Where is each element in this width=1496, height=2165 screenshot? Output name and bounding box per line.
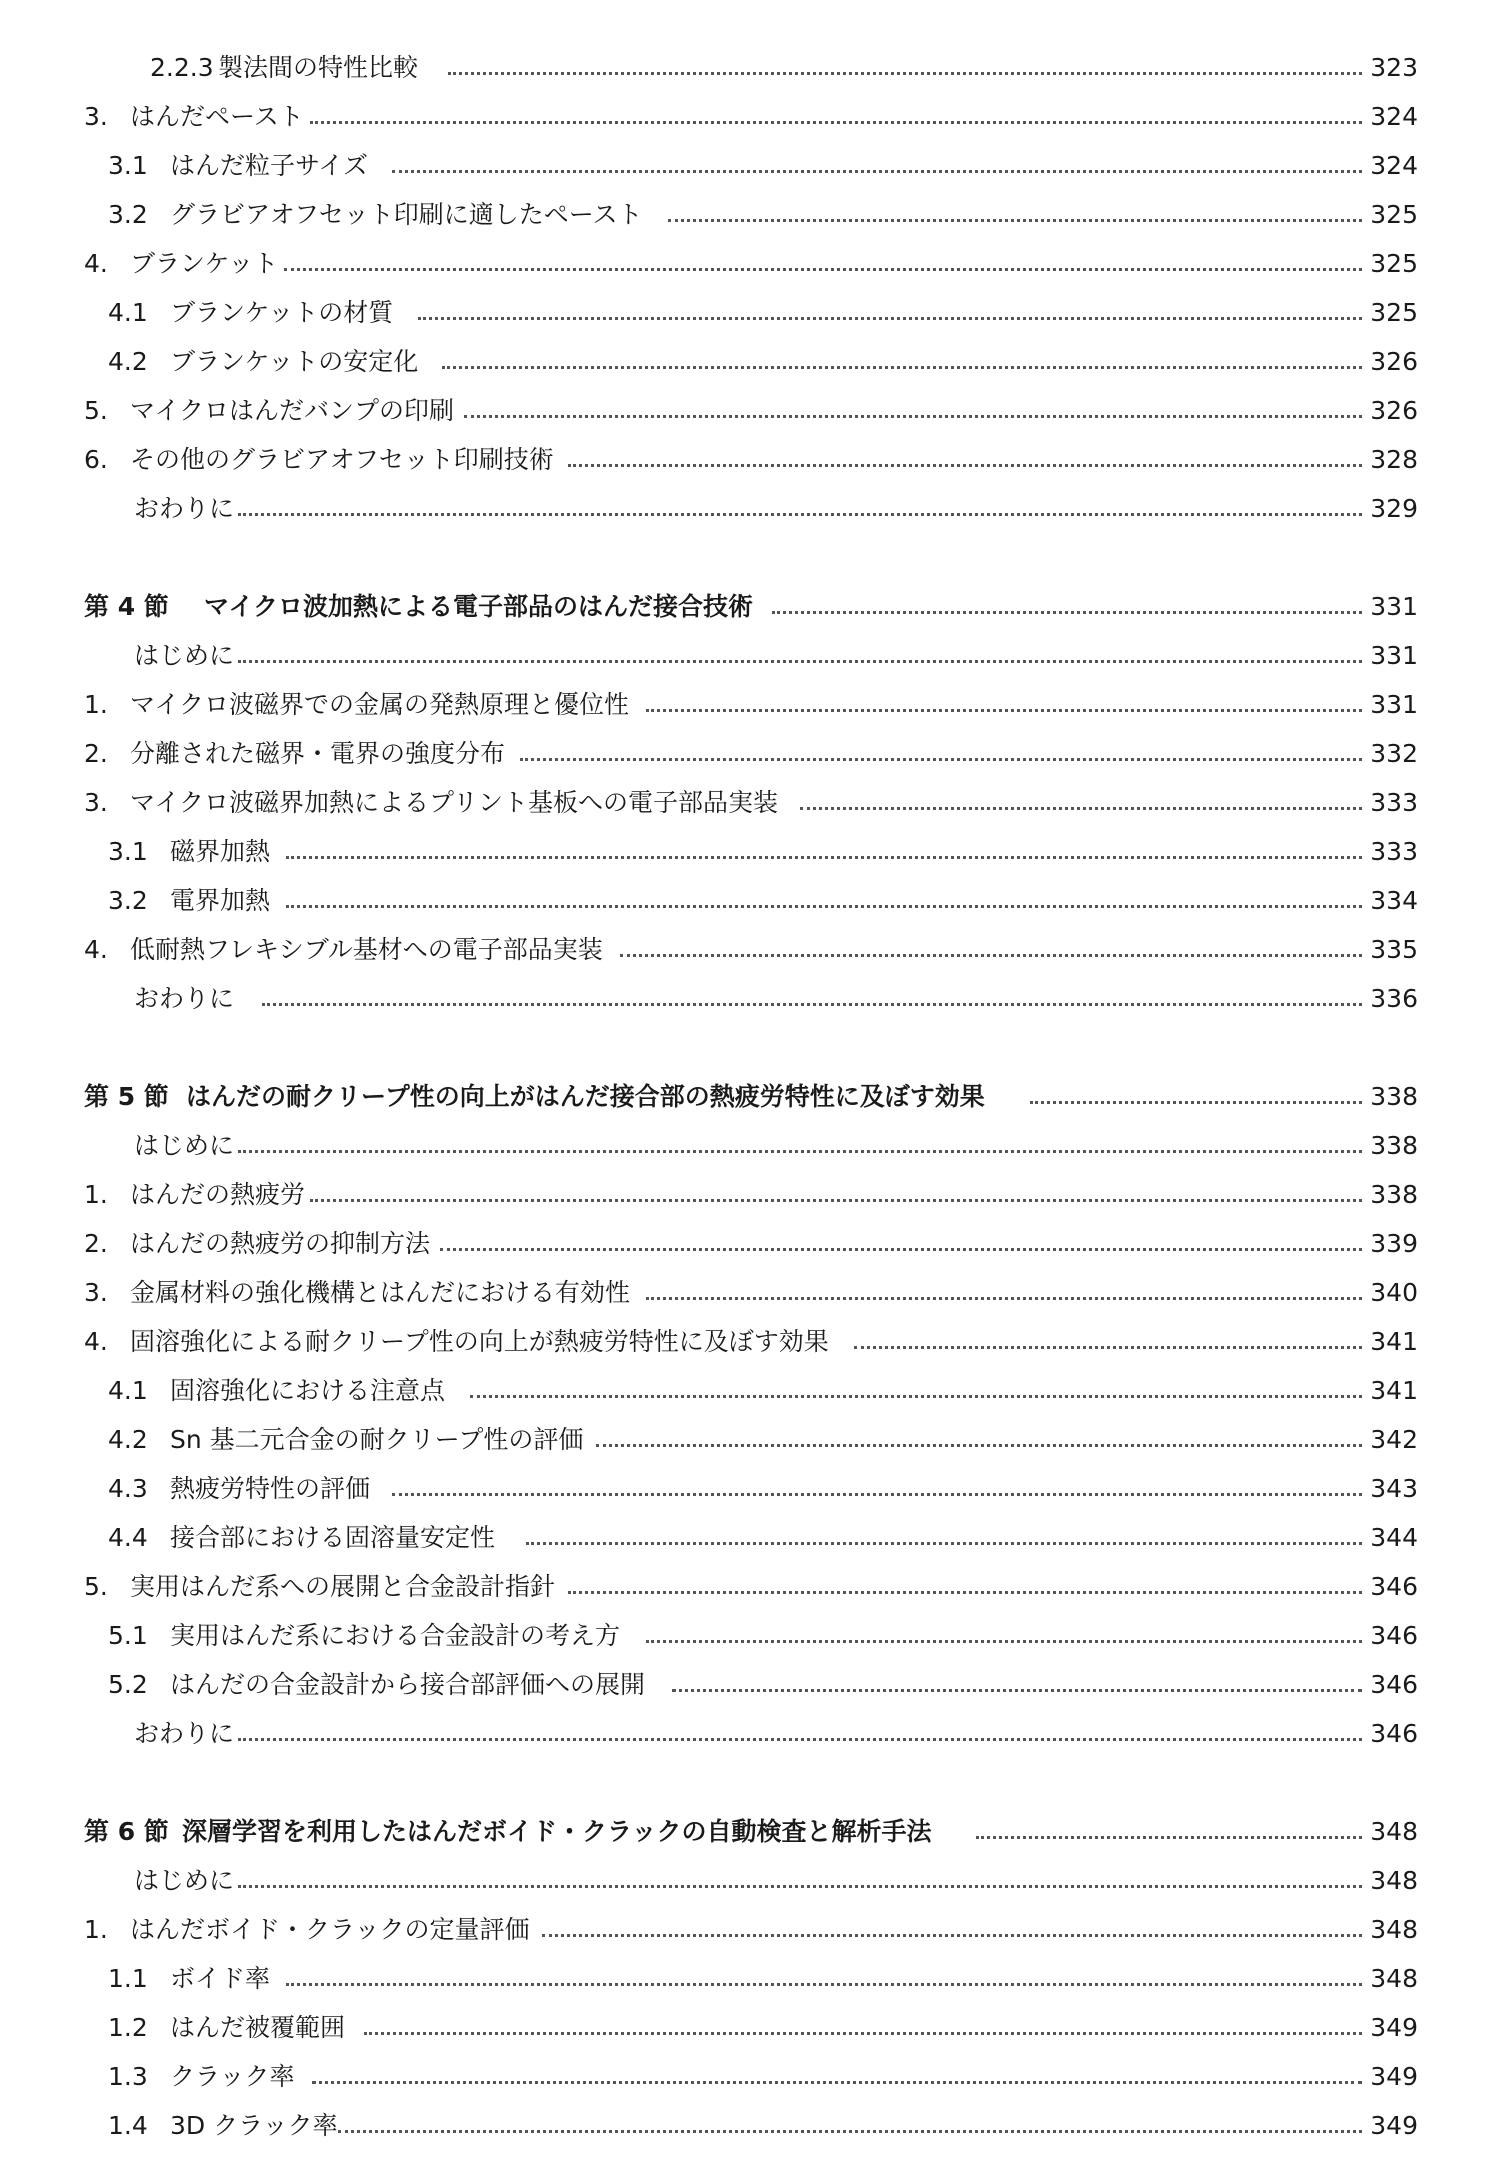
entry-title: マイクロはんだバンプの印刷 bbox=[130, 396, 455, 425]
entry-number: 3.1 bbox=[108, 837, 148, 866]
toc-entry-4-4[interactable] bbox=[0, 1518, 1496, 1558]
dot-leader bbox=[646, 1640, 1362, 1643]
entry-title: 分離された磁界・電界の強度分布 bbox=[130, 739, 506, 768]
toc-entry-3[interactable] bbox=[0, 1273, 1496, 1313]
entry-number: 2. bbox=[84, 1229, 108, 1258]
dot-leader bbox=[238, 1885, 1362, 1888]
entry-title: 固溶強化における注意点 bbox=[170, 1376, 446, 1405]
page-number: 348 bbox=[1370, 1915, 1418, 1944]
toc-entry-3-1[interactable] bbox=[0, 146, 1496, 186]
entry-title: はんだペースト bbox=[130, 102, 304, 131]
dot-leader bbox=[262, 1003, 1362, 1006]
page-number: 333 bbox=[1370, 837, 1418, 866]
entry-number: 3. bbox=[84, 1278, 108, 1307]
entry-title: ブランケットの材質 bbox=[170, 298, 394, 327]
dot-leader bbox=[442, 366, 1362, 369]
toc-entry-4-3[interactable] bbox=[0, 1469, 1496, 1509]
toc-section-4[interactable] bbox=[0, 587, 1496, 627]
dot-leader bbox=[668, 219, 1362, 222]
entry-number: 4.1 bbox=[108, 298, 148, 327]
page-number: 332 bbox=[1370, 739, 1418, 768]
toc-entry-3-2[interactable] bbox=[0, 881, 1496, 921]
entry-title: 低耐熱フレキシブル基材への電子部品実装 bbox=[130, 935, 603, 964]
entry-title: はんだの熱疲労 bbox=[130, 1180, 306, 1209]
entry-title: はんだ粒子サイズ bbox=[170, 151, 369, 180]
entry-number: 4.1 bbox=[108, 1376, 148, 1405]
toc-section-6[interactable] bbox=[0, 1812, 1496, 1852]
page-number: 333 bbox=[1370, 788, 1418, 817]
page-number: 331 bbox=[1370, 592, 1418, 621]
toc-entry-2-2-3[interactable] bbox=[0, 48, 1496, 88]
entry-number: 5.1 bbox=[108, 1621, 148, 1650]
page-number: 340 bbox=[1370, 1278, 1418, 1307]
entry-title: マイクロ波磁界での金属の発熱原理と優位性 bbox=[130, 690, 630, 719]
page-number: 336 bbox=[1370, 984, 1418, 1013]
entry-number: 4. bbox=[84, 249, 108, 278]
page-number: 334 bbox=[1370, 886, 1418, 915]
section-number: 第 6 節 bbox=[84, 1817, 169, 1846]
entry-number: 1. bbox=[84, 690, 108, 719]
dot-leader bbox=[620, 954, 1362, 957]
page-number: 323 bbox=[1370, 53, 1418, 82]
dot-leader bbox=[392, 170, 1362, 173]
dot-leader bbox=[646, 709, 1362, 712]
entry-title: 固溶強化による耐クリープ性の向上が熱疲労特性に及ぼす効果 bbox=[130, 1327, 829, 1356]
dot-leader bbox=[854, 1346, 1362, 1349]
entry-title: おわりに bbox=[134, 984, 235, 1013]
entry-title: 電界加熱 bbox=[170, 886, 271, 915]
toc-entry-introduction[interactable] bbox=[0, 1126, 1496, 1166]
dot-leader bbox=[568, 1591, 1362, 1594]
page-number: 349 bbox=[1370, 2111, 1418, 2140]
toc-entry-4[interactable] bbox=[0, 1322, 1496, 1362]
entry-title: マイクロ波磁界加熱によるプリント基板への電子部品実装 bbox=[130, 788, 779, 817]
entry-title: 磁界加熱 bbox=[170, 837, 271, 866]
section-title: 深層学習を利用したはんだボイド・クラックの自動検査と解析手法 bbox=[182, 1817, 932, 1846]
page-number: 348 bbox=[1370, 1866, 1418, 1895]
entry-title: ボイド率 bbox=[170, 1964, 271, 1993]
entry-number: 3.2 bbox=[108, 200, 148, 229]
entry-number: 4.4 bbox=[108, 1523, 148, 1552]
entry-title: Sn 基二元合金の耐クリープ性の評価 bbox=[170, 1425, 584, 1454]
toc-entry-1-3[interactable] bbox=[0, 2057, 1496, 2097]
page-number: 341 bbox=[1370, 1327, 1418, 1356]
entry-title: 熱疲労特性の評価 bbox=[170, 1474, 371, 1503]
toc-entry-introduction[interactable] bbox=[0, 636, 1496, 676]
dot-leader bbox=[312, 2081, 1362, 2084]
page-number: 335 bbox=[1370, 935, 1418, 964]
toc-entry-4[interactable] bbox=[0, 930, 1496, 970]
section-title: はんだの耐クリープ性の向上がはんだ接合部の熱疲労特性に及ぼす効果 bbox=[186, 1082, 985, 1111]
toc-entry-4-2[interactable] bbox=[0, 1420, 1496, 1460]
entry-number: 3. bbox=[84, 788, 108, 817]
dot-leader bbox=[448, 72, 1362, 75]
toc-entry-2[interactable] bbox=[0, 734, 1496, 774]
page-number: 338 bbox=[1370, 1082, 1418, 1111]
entry-title: ブランケットの安定化 bbox=[170, 347, 419, 376]
page-number: 325 bbox=[1370, 298, 1418, 327]
page-number: 338 bbox=[1370, 1131, 1418, 1160]
section-title: マイクロ波加熱による電子部品のはんだ接合技術 bbox=[204, 592, 754, 621]
dot-leader bbox=[526, 1542, 1362, 1545]
toc-entry-4[interactable] bbox=[0, 244, 1496, 284]
dot-leader bbox=[470, 1395, 1362, 1398]
toc-entry-3[interactable] bbox=[0, 783, 1496, 823]
dot-leader bbox=[440, 1248, 1362, 1251]
entry-number: 1.1 bbox=[108, 1964, 148, 1993]
page-number: 346 bbox=[1370, 1572, 1418, 1601]
toc-entry-5[interactable] bbox=[0, 1567, 1496, 1607]
dot-leader bbox=[418, 317, 1362, 320]
entry-title: はんだ被覆範囲 bbox=[170, 2013, 346, 2042]
page-number: 346 bbox=[1370, 1719, 1418, 1748]
toc-entry-1-2[interactable] bbox=[0, 2008, 1496, 2048]
dot-leader bbox=[772, 611, 1362, 614]
dot-leader bbox=[596, 1444, 1362, 1447]
entry-number: 3.1 bbox=[108, 151, 148, 180]
entry-title: はんだの合金設計から接合部評価への展開 bbox=[170, 1670, 646, 1699]
entry-number: 1.3 bbox=[108, 2062, 148, 2091]
dot-leader bbox=[672, 1689, 1362, 1692]
dot-leader bbox=[568, 464, 1362, 467]
entry-title: おわりに bbox=[134, 1719, 235, 1748]
entry-number: 1.2 bbox=[108, 2013, 148, 2042]
page-number: 341 bbox=[1370, 1376, 1418, 1405]
entry-title: 製法間の特性比較 bbox=[218, 53, 419, 82]
toc-entry-introduction[interactable] bbox=[0, 1861, 1496, 1901]
entry-title: はんだの熱疲労の抑制方法 bbox=[130, 1229, 431, 1258]
dot-leader bbox=[338, 2130, 1362, 2133]
toc-entry-5-1[interactable] bbox=[0, 1616, 1496, 1656]
entry-title: 実用はんだ系への展開と合金設計指針 bbox=[130, 1572, 556, 1601]
entry-number: 5.2 bbox=[108, 1670, 148, 1699]
toc-entry-3-1[interactable] bbox=[0, 832, 1496, 872]
dot-leader bbox=[286, 1983, 1362, 1986]
page-number: 326 bbox=[1370, 396, 1418, 425]
entry-number: 6. bbox=[84, 445, 108, 474]
entry-title: はじめに bbox=[134, 1131, 235, 1160]
page-number: 346 bbox=[1370, 1621, 1418, 1650]
dot-leader bbox=[800, 807, 1362, 810]
page-number: 331 bbox=[1370, 690, 1418, 719]
page-number: 348 bbox=[1370, 1817, 1418, 1846]
page-number: 349 bbox=[1370, 2062, 1418, 2091]
dot-leader bbox=[976, 1836, 1362, 1839]
dot-leader bbox=[464, 415, 1362, 418]
entry-title: はじめに bbox=[134, 641, 235, 670]
page-number: 346 bbox=[1370, 1670, 1418, 1699]
toc-entry-2[interactable] bbox=[0, 1224, 1496, 1264]
entry-number: 4.2 bbox=[108, 1425, 148, 1454]
page-number: 325 bbox=[1370, 249, 1418, 278]
dot-leader bbox=[238, 1738, 1362, 1741]
dot-leader bbox=[286, 856, 1362, 859]
entry-number: 2.2.3 bbox=[150, 53, 214, 82]
page-number: 326 bbox=[1370, 347, 1418, 376]
dot-leader bbox=[238, 513, 1362, 516]
page-number: 325 bbox=[1370, 200, 1418, 229]
toc-entry-1[interactable] bbox=[0, 1910, 1496, 1950]
entry-number: 5. bbox=[84, 1572, 108, 1601]
toc-entry-conclusion[interactable] bbox=[0, 979, 1496, 1019]
dot-leader bbox=[392, 1493, 1362, 1496]
toc-entry-1-1[interactable] bbox=[0, 1959, 1496, 1999]
entry-title: はじめに bbox=[134, 1866, 235, 1895]
page-number: 344 bbox=[1370, 1523, 1418, 1552]
dot-leader bbox=[286, 905, 1362, 908]
dot-leader bbox=[542, 1934, 1362, 1937]
dot-leader bbox=[364, 2032, 1362, 2035]
toc-entry-4-1[interactable] bbox=[0, 293, 1496, 333]
toc-entry-3[interactable] bbox=[0, 97, 1496, 137]
page-number: 338 bbox=[1370, 1180, 1418, 1209]
page-number: 339 bbox=[1370, 1229, 1418, 1258]
entry-title: 3D クラック率 bbox=[170, 2111, 338, 2140]
entry-title: 金属材料の強化機構とはんだにおける有効性 bbox=[130, 1278, 631, 1307]
entry-number: 1.4 bbox=[108, 2111, 148, 2140]
toc-section-5[interactable] bbox=[0, 1077, 1496, 1117]
entry-number: 4. bbox=[84, 935, 108, 964]
page-number: 329 bbox=[1370, 494, 1418, 523]
page-number: 348 bbox=[1370, 1964, 1418, 1993]
entry-number: 1. bbox=[84, 1915, 108, 1944]
entry-title: その他のグラビアオフセット印刷技術 bbox=[130, 445, 554, 474]
page-number: 324 bbox=[1370, 102, 1418, 131]
toc-entry-3-2[interactable] bbox=[0, 195, 1496, 235]
toc-entry-1[interactable] bbox=[0, 685, 1496, 725]
section-number: 第 5 節 bbox=[84, 1082, 169, 1111]
toc-entry-4-2[interactable] bbox=[0, 342, 1496, 382]
dot-leader bbox=[520, 758, 1362, 761]
toc-entry-6[interactable] bbox=[0, 440, 1496, 480]
dot-leader bbox=[238, 1150, 1362, 1153]
entry-title: はんだボイド・クラックの定量評価 bbox=[130, 1915, 530, 1944]
entry-number: 1. bbox=[84, 1180, 108, 1209]
page-number: 331 bbox=[1370, 641, 1418, 670]
entry-number: 2. bbox=[84, 739, 108, 768]
entry-title: おわりに bbox=[134, 494, 235, 523]
dot-leader bbox=[646, 1297, 1362, 1300]
page-number: 324 bbox=[1370, 151, 1418, 180]
entry-title: ブランケット bbox=[130, 249, 279, 278]
entry-title: 実用はんだ系における合金設計の考え方 bbox=[170, 1621, 621, 1650]
section-number: 第 4 節 bbox=[84, 592, 169, 621]
toc-entry-5[interactable] bbox=[0, 391, 1496, 431]
toc-entry-4-1[interactable] bbox=[0, 1371, 1496, 1411]
entry-number: 3. bbox=[84, 102, 108, 131]
dot-leader bbox=[310, 121, 1362, 124]
dot-leader bbox=[284, 268, 1362, 271]
page-number: 342 bbox=[1370, 1425, 1418, 1454]
dot-leader bbox=[310, 1199, 1362, 1202]
toc-entry-5-2[interactable] bbox=[0, 1665, 1496, 1705]
entry-number: 4.3 bbox=[108, 1474, 148, 1503]
entry-number: 3.2 bbox=[108, 886, 148, 915]
entry-title: グラビアオフセット印刷に適したペースト bbox=[170, 200, 643, 229]
toc-entry-conclusion[interactable] bbox=[0, 489, 1496, 529]
toc-entry-conclusion[interactable] bbox=[0, 1714, 1496, 1754]
entry-number: 4. bbox=[84, 1327, 108, 1356]
toc-entry-1-4[interactable] bbox=[0, 2106, 1496, 2146]
entry-number: 5. bbox=[84, 396, 108, 425]
dot-leader bbox=[238, 660, 1362, 663]
entry-number: 4.2 bbox=[108, 347, 148, 376]
entry-title: クラック率 bbox=[170, 2062, 295, 2091]
toc-entry-1[interactable] bbox=[0, 1175, 1496, 1215]
page-number: 349 bbox=[1370, 2013, 1418, 2042]
dot-leader bbox=[1030, 1101, 1362, 1104]
page-number: 343 bbox=[1370, 1474, 1418, 1503]
page-number: 328 bbox=[1370, 445, 1418, 474]
entry-title: 接合部における固溶量安定性 bbox=[170, 1523, 496, 1552]
